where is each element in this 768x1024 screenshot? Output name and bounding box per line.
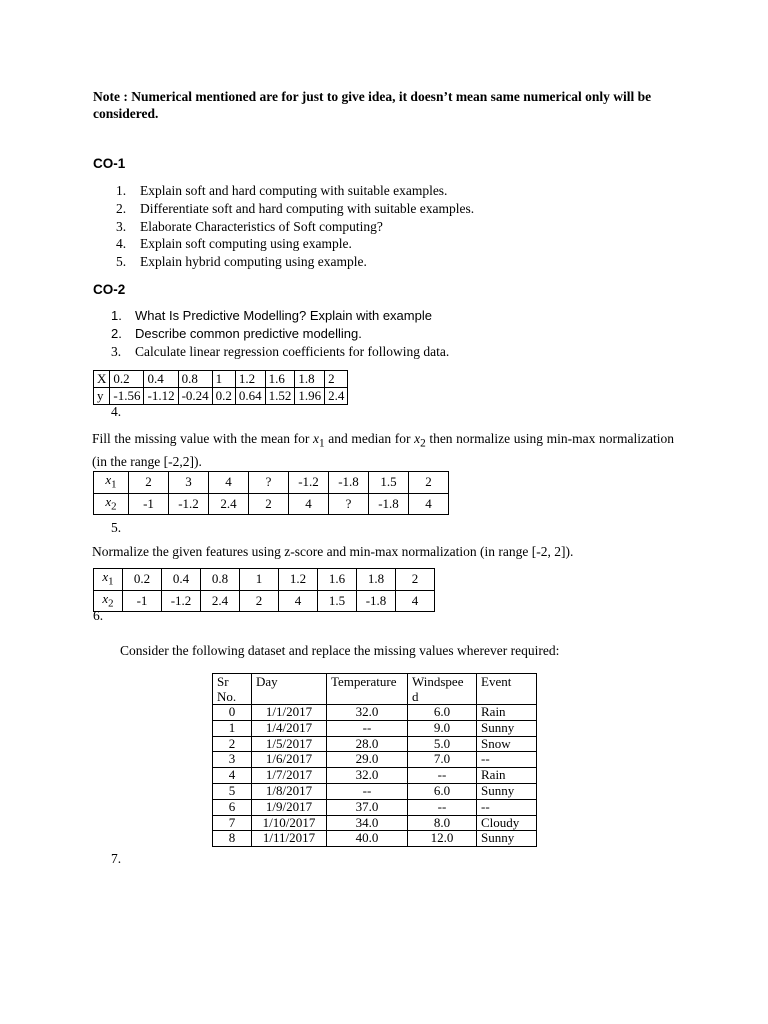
question-text: Calculate linear regression coefficients for following data. <box>135 343 450 359</box>
table-cell: 1/8/2017 <box>252 783 327 799</box>
co1-question <box>116 235 474 253</box>
row-label: $x_1$ <box>94 569 123 591</box>
table-cell: 1/4/2017 <box>252 720 327 736</box>
question-number: 1. <box>116 183 127 198</box>
q5-text: Normalize the given features using z-score and min-max normalization (in range [-2, 2]). <box>92 544 574 559</box>
table-cell: 29.0 <box>327 752 408 768</box>
q4-text <box>92 430 674 471</box>
co2-question <box>111 343 449 361</box>
table-cell: 0.8 <box>201 569 240 591</box>
table-cell: 28.0 <box>327 736 408 752</box>
table-cell: 1.2 <box>279 569 318 591</box>
table-cell: 1.5 <box>369 472 409 494</box>
subscript: 1 <box>318 437 325 450</box>
question-text: Differentiate soft and hard computing with suitable examples. <box>140 200 475 216</box>
table-cell: 3 <box>169 472 209 494</box>
table-cell: 8.0 <box>408 815 477 831</box>
subscript: 2 <box>420 437 426 450</box>
table-cell: 2.4 <box>201 590 240 612</box>
table-cell: Snow <box>477 736 537 752</box>
table-cell: 2 <box>240 590 279 612</box>
question-number: 3. <box>111 343 122 359</box>
co1-question <box>116 200 474 218</box>
question-text: Explain soft and hard computing with suitable examples. <box>140 183 448 198</box>
co1-question <box>116 182 474 200</box>
table-cell: -- <box>408 768 477 784</box>
table-cell: 1/6/2017 <box>252 752 327 768</box>
table-cell: 2 <box>249 493 289 515</box>
table-cell: 0.2 <box>123 569 162 591</box>
table-cell: 7.0 <box>408 752 477 768</box>
table-cell: 7 <box>213 815 252 831</box>
table-cell: 1 <box>240 569 279 591</box>
table-cell: 4 <box>279 590 318 612</box>
table-cell: -1.8 <box>329 472 369 494</box>
note-text: Note : Numerical mentioned are for just to give idea, it doesn’t mean same numerical only will be considered. <box>93 89 652 121</box>
table-row <box>213 831 537 847</box>
co1-question <box>116 218 474 236</box>
table-cell: 1.52 <box>265 388 295 405</box>
table-row <box>213 705 537 721</box>
table-cell: 2.4 <box>325 388 348 405</box>
co2-question <box>111 325 449 343</box>
table-cell: -1.12 <box>144 388 178 405</box>
question-number: 5. <box>116 254 127 270</box>
question-text: Describe common predictive modelling. <box>135 325 362 341</box>
table-cell: -1.8 <box>369 493 409 515</box>
q5-data-table <box>93 568 435 612</box>
question-text: Elaborate Characteristics of Soft computing? <box>140 218 383 234</box>
table-cell: 6.0 <box>408 705 477 721</box>
table-cell: X <box>94 371 110 388</box>
table-cell: -- <box>408 799 477 815</box>
table-cell: 0.2 <box>212 388 235 405</box>
row-label: $x_2$ <box>94 493 129 515</box>
table-cell: -1 <box>123 590 162 612</box>
column-header: Event <box>477 674 537 705</box>
co1-question <box>116 253 474 271</box>
regression-data-table <box>93 370 348 405</box>
table-row <box>94 569 435 591</box>
q6-text: Consider the following dataset and replace the missing values wherever required: <box>120 643 560 658</box>
question-number: 4. <box>116 236 127 252</box>
row-label: $x_1$ <box>94 472 129 494</box>
table-cell: 40.0 <box>327 831 408 847</box>
table-cell: ? <box>249 472 289 494</box>
table-header-row <box>213 674 537 705</box>
table-row <box>213 783 537 799</box>
table-cell: 4 <box>209 472 249 494</box>
table-cell: -1.2 <box>289 472 329 494</box>
table-cell: 1.6 <box>265 371 295 388</box>
table-cell: 6.0 <box>408 783 477 799</box>
table-cell: 8 <box>213 831 252 847</box>
column-header: Sr No. <box>213 674 252 705</box>
table-cell: 4 <box>289 493 329 515</box>
table-cell: 1/7/2017 <box>252 768 327 784</box>
table-cell: 3 <box>213 752 252 768</box>
table-cell: 1.8 <box>295 371 325 388</box>
table-cell: 12.0 <box>408 831 477 847</box>
question-text: Explain soft computing using example. <box>140 236 352 252</box>
table-cell: -- <box>327 783 408 799</box>
table-cell: Sunny <box>477 831 537 847</box>
table-cell: 1 <box>213 720 252 736</box>
table-row <box>213 752 537 768</box>
table-cell: 1/5/2017 <box>252 736 327 752</box>
table-cell: Rain <box>477 705 537 721</box>
table-row <box>213 720 537 736</box>
table-cell: 0.2 <box>110 371 144 388</box>
table-cell: 4 <box>213 768 252 784</box>
table-cell: 2 <box>213 736 252 752</box>
co2-question-list <box>111 307 449 360</box>
question-number: 2. <box>116 200 127 216</box>
table-cell: 1.8 <box>357 569 396 591</box>
q4-text-a: Fill the missing value with the mean for <box>92 431 313 446</box>
table-cell: 0.4 <box>162 569 201 591</box>
table-cell: 2 <box>325 371 348 388</box>
co1-heading: CO-1 <box>93 156 126 171</box>
column-header: Temperature <box>327 674 408 705</box>
table-cell: 2.4 <box>209 493 249 515</box>
question-text: What Is Predictive Modelling? Explain with example <box>135 308 432 323</box>
table-cell: 4 <box>409 493 449 515</box>
table-cell: 1.6 <box>318 569 357 591</box>
table-row <box>213 768 537 784</box>
table-row <box>94 590 435 612</box>
table-row <box>94 472 449 494</box>
question-number: 5. <box>111 520 122 535</box>
table-cell: -1 <box>129 493 169 515</box>
q4-text-b: and median for <box>324 431 415 446</box>
table-cell: Sunny <box>477 720 537 736</box>
table-cell: 9.0 <box>408 720 477 736</box>
co2-question <box>111 307 449 325</box>
table-cell: Cloudy <box>477 815 537 831</box>
table-cell: 1/9/2017 <box>252 799 327 815</box>
table-cell: 0.8 <box>178 371 212 388</box>
q4-data-table <box>93 471 449 515</box>
table-cell: -1.8 <box>357 590 396 612</box>
table-row <box>94 493 449 515</box>
table-cell: 1.2 <box>235 371 265 388</box>
table-cell: 1.96 <box>295 388 325 405</box>
co2-heading: CO-2 <box>93 282 126 297</box>
question-number: 4. <box>111 404 122 419</box>
question-number: 3. <box>116 218 127 234</box>
table-cell: 0.4 <box>144 371 178 388</box>
variable-x: x <box>312 431 319 446</box>
question-number: 1. <box>111 308 122 323</box>
question-number: 2. <box>111 325 122 341</box>
table-cell: 2 <box>396 569 435 591</box>
table-cell: -0.24 <box>178 388 212 405</box>
table-cell: Sunny <box>477 783 537 799</box>
table-cell: 2 <box>409 472 449 494</box>
variable-x: x <box>414 431 421 446</box>
table-cell: -- <box>477 799 537 815</box>
table-cell: 5 <box>213 783 252 799</box>
table-row <box>213 815 537 831</box>
table-cell: 5.0 <box>408 736 477 752</box>
table-row <box>94 371 348 388</box>
table-cell: -- <box>477 752 537 768</box>
table-cell: y <box>94 388 110 405</box>
table-cell: ? <box>329 493 369 515</box>
table-cell: Rain <box>477 768 537 784</box>
co1-question-list <box>116 182 474 271</box>
table-cell: -1.56 <box>110 388 144 405</box>
row-label: $x_2$ <box>94 590 123 612</box>
table-cell: 0.64 <box>235 388 265 405</box>
table-cell: -- <box>327 720 408 736</box>
q4-text-c: then normalize using min-max normalization (in the range [-2,2]). <box>92 431 674 469</box>
question-number: 6. <box>93 608 104 623</box>
table-cell: -1.2 <box>162 590 201 612</box>
table-cell: 1 <box>212 371 235 388</box>
question-number: 7. <box>111 851 122 866</box>
table-cell: 1.5 <box>318 590 357 612</box>
question-text: Explain hybrid computing using example. <box>140 254 367 270</box>
table-cell: 1/1/2017 <box>252 705 327 721</box>
table-cell: 0 <box>213 705 252 721</box>
table-cell: 6 <box>213 799 252 815</box>
table-row <box>94 388 348 405</box>
table-cell: 37.0 <box>327 799 408 815</box>
table-cell: 1/11/2017 <box>252 831 327 847</box>
table-cell: 32.0 <box>327 768 408 784</box>
table-cell: 4 <box>396 590 435 612</box>
weather-dataset-table <box>212 673 537 847</box>
column-header: Windspee d <box>408 674 477 705</box>
table-row <box>213 736 537 752</box>
table-cell: -1.2 <box>169 493 209 515</box>
table-row <box>213 799 537 815</box>
table-cell: 2 <box>129 472 169 494</box>
table-cell: 34.0 <box>327 815 408 831</box>
table-cell: 32.0 <box>327 705 408 721</box>
column-header: Day <box>252 674 327 705</box>
table-cell: 1/10/2017 <box>252 815 327 831</box>
